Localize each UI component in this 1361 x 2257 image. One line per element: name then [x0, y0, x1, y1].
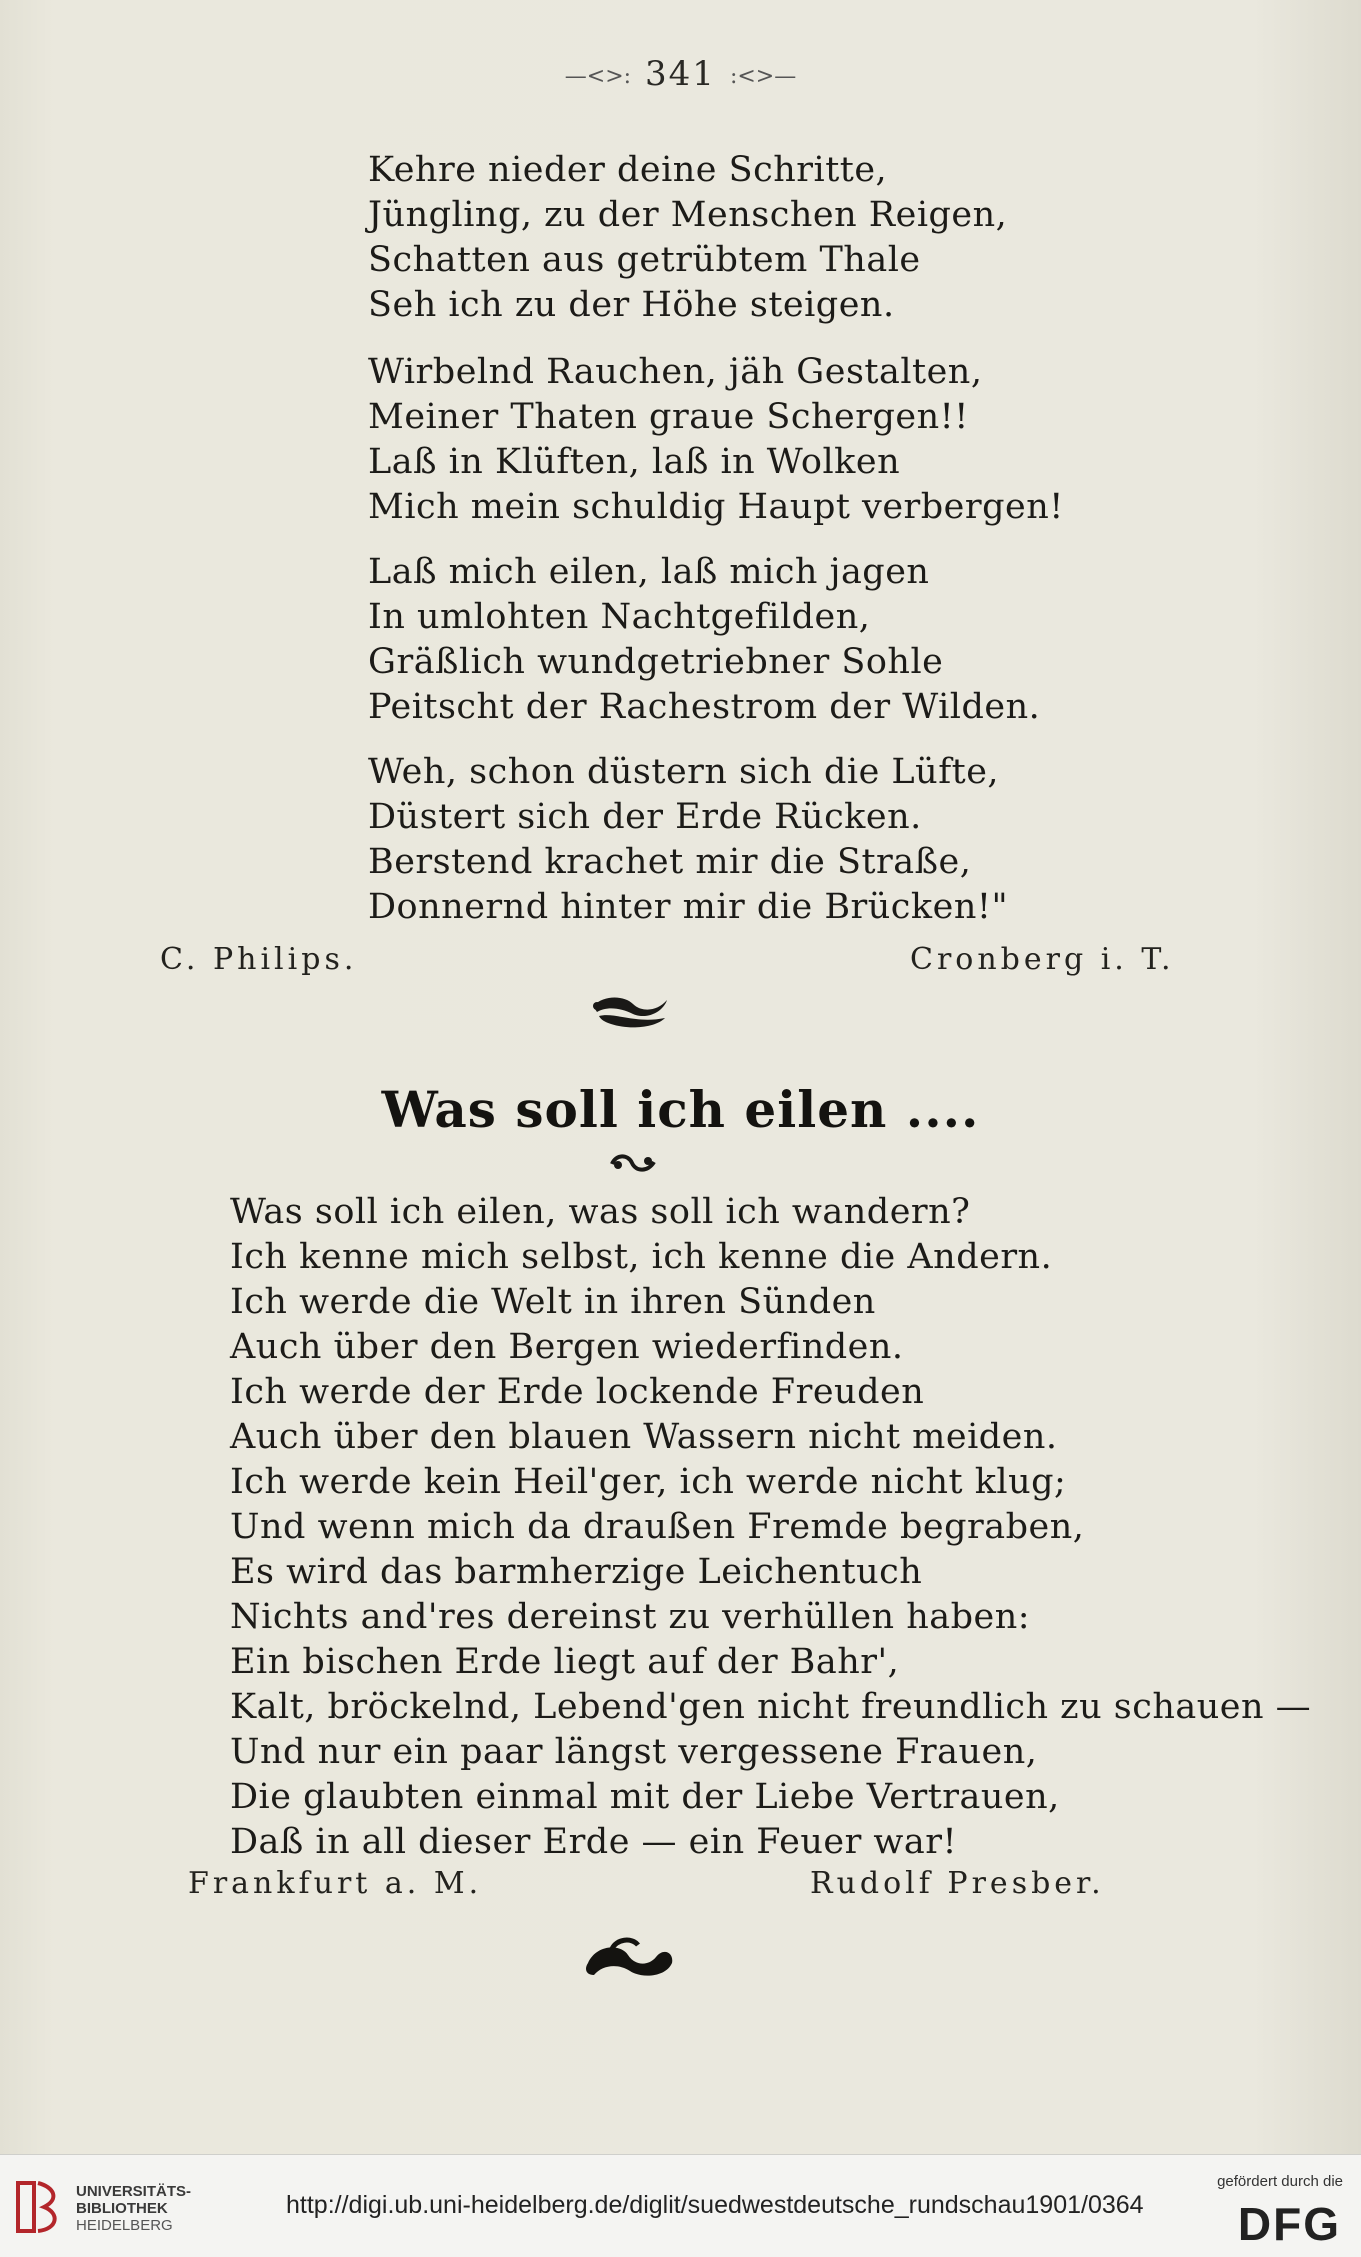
- library-name-line-1: UNIVERSITÄTS-: [76, 2183, 192, 2200]
- library-name-line-2: BIBLIOTHEK: [76, 2200, 168, 2217]
- stanza-2: [368, 350, 1064, 530]
- verse-line: Gräßlich wundgetriebner Sohle: [368, 642, 944, 682]
- author-signature-1: C. Philips.: [160, 942, 358, 977]
- dfg-logo: DFG: [1237, 2198, 1341, 2250]
- verse-line: Und wenn mich da draußen Fremde begraben,: [230, 1507, 1085, 1547]
- stanza-3: [368, 550, 1040, 730]
- verse-line: Peitscht der Rachestrom der Wilden.: [368, 687, 1041, 727]
- verse-line: Daß in all dieser Erde — ein Feuer war!: [230, 1822, 958, 1862]
- verse-line: Düstert sich der Erde Rücken.: [368, 797, 922, 837]
- library-logo-icon: [14, 2177, 62, 2235]
- verse-line: Laß mich eilen, laß mich jagen: [368, 552, 930, 592]
- footer-bar: [0, 2154, 1361, 2257]
- author-signature-2: Rudolf Presber.: [810, 1866, 1105, 1901]
- poem-title: Was soll ich eilen ....: [381, 1080, 980, 1139]
- place-signature-1: Cronberg i. T.: [910, 942, 1175, 977]
- place-signature-2: Frankfurt a. M.: [188, 1866, 483, 1901]
- library-name-line-3: HEIDELBERG: [76, 2217, 173, 2234]
- verse-line: Ich werde der Erde lockende Freuden: [230, 1372, 925, 1412]
- verse-line: Berstend krachet mir die Straße,: [368, 842, 972, 882]
- verse-line: Kehre nieder deine Schritte,: [368, 150, 888, 190]
- sponsor-note: gefördert durch die: [1217, 2173, 1343, 2190]
- end-ornament-icon: [582, 1935, 678, 1985]
- verse-line: Weh, schon düstern sich die Lüfte,: [368, 752, 1000, 792]
- verse-line: Donnernd hinter mir die Brücken!": [368, 887, 1009, 927]
- verse-line: Ich werde kein Heil'ger, ich werde nicht klug;: [230, 1462, 1067, 1502]
- verse-line: Seh ich zu der Höhe steigen.: [368, 285, 895, 325]
- page-number: 341: [645, 54, 716, 94]
- poem-2-body: [230, 1190, 1311, 1865]
- library-name: [76, 2183, 191, 2234]
- verse-line: Wirbelnd Rauchen, jäh Gestalten,: [368, 352, 983, 392]
- verse-line: Ich kenne mich selbst, ich kenne die Andern.: [230, 1237, 1053, 1277]
- header-ornament-right: :<>—: [729, 63, 797, 89]
- stanza-4: [368, 750, 1008, 930]
- stanza-1: [368, 148, 1007, 328]
- verse-line: Und nur ein paar längst vergessene Frauen,: [230, 1732, 1038, 1772]
- verse-line: Auch über den Bergen wiederfinden.: [230, 1327, 904, 1367]
- verse-line: Nichts and'res dereinst zu verhüllen haben:: [230, 1597, 1031, 1637]
- verse-line: In umlohten Nachtgefilden,: [368, 597, 871, 637]
- page-header: [0, 54, 1361, 94]
- verse-line: Mich mein schuldig Haupt verbergen!: [368, 487, 1064, 527]
- source-url-link[interactable]: http://digi.ub.uni-heidelberg.de/diglit/suedwestdeutsche_rundschau1901/0364: [286, 2191, 1144, 2219]
- verse-line: Auch über den blauen Wassern nicht meiden.: [230, 1417, 1058, 1457]
- verse-line: Kalt, bröckelnd, Lebend'gen nicht freundlich zu schauen —: [230, 1687, 1312, 1727]
- small-ornament-icon: [608, 1150, 658, 1176]
- header-ornament-left: —<>:: [564, 63, 632, 89]
- verse-line: Was soll ich eilen, was soll ich wandern?: [230, 1192, 971, 1232]
- verse-line: Schatten aus getrübtem Thale: [368, 240, 921, 280]
- flourish-ornament-icon: [585, 990, 675, 1032]
- verse-line: Meiner Thaten graue Schergen!!: [368, 397, 969, 437]
- verse-line: Jüngling, zu der Menschen Reigen,: [368, 195, 1008, 235]
- verse-line: Es wird das barmherzige Leichentuch: [230, 1552, 923, 1592]
- verse-line: Laß in Klüften, laß in Wolken: [368, 442, 901, 482]
- verse-line: Ich werde die Welt in ihren Sünden: [230, 1282, 876, 1322]
- verse-line: Ein bischen Erde liegt auf der Bahr',: [230, 1642, 900, 1682]
- verse-line: Die glaubten einmal mit der Liebe Vertrauen,: [230, 1777, 1060, 1817]
